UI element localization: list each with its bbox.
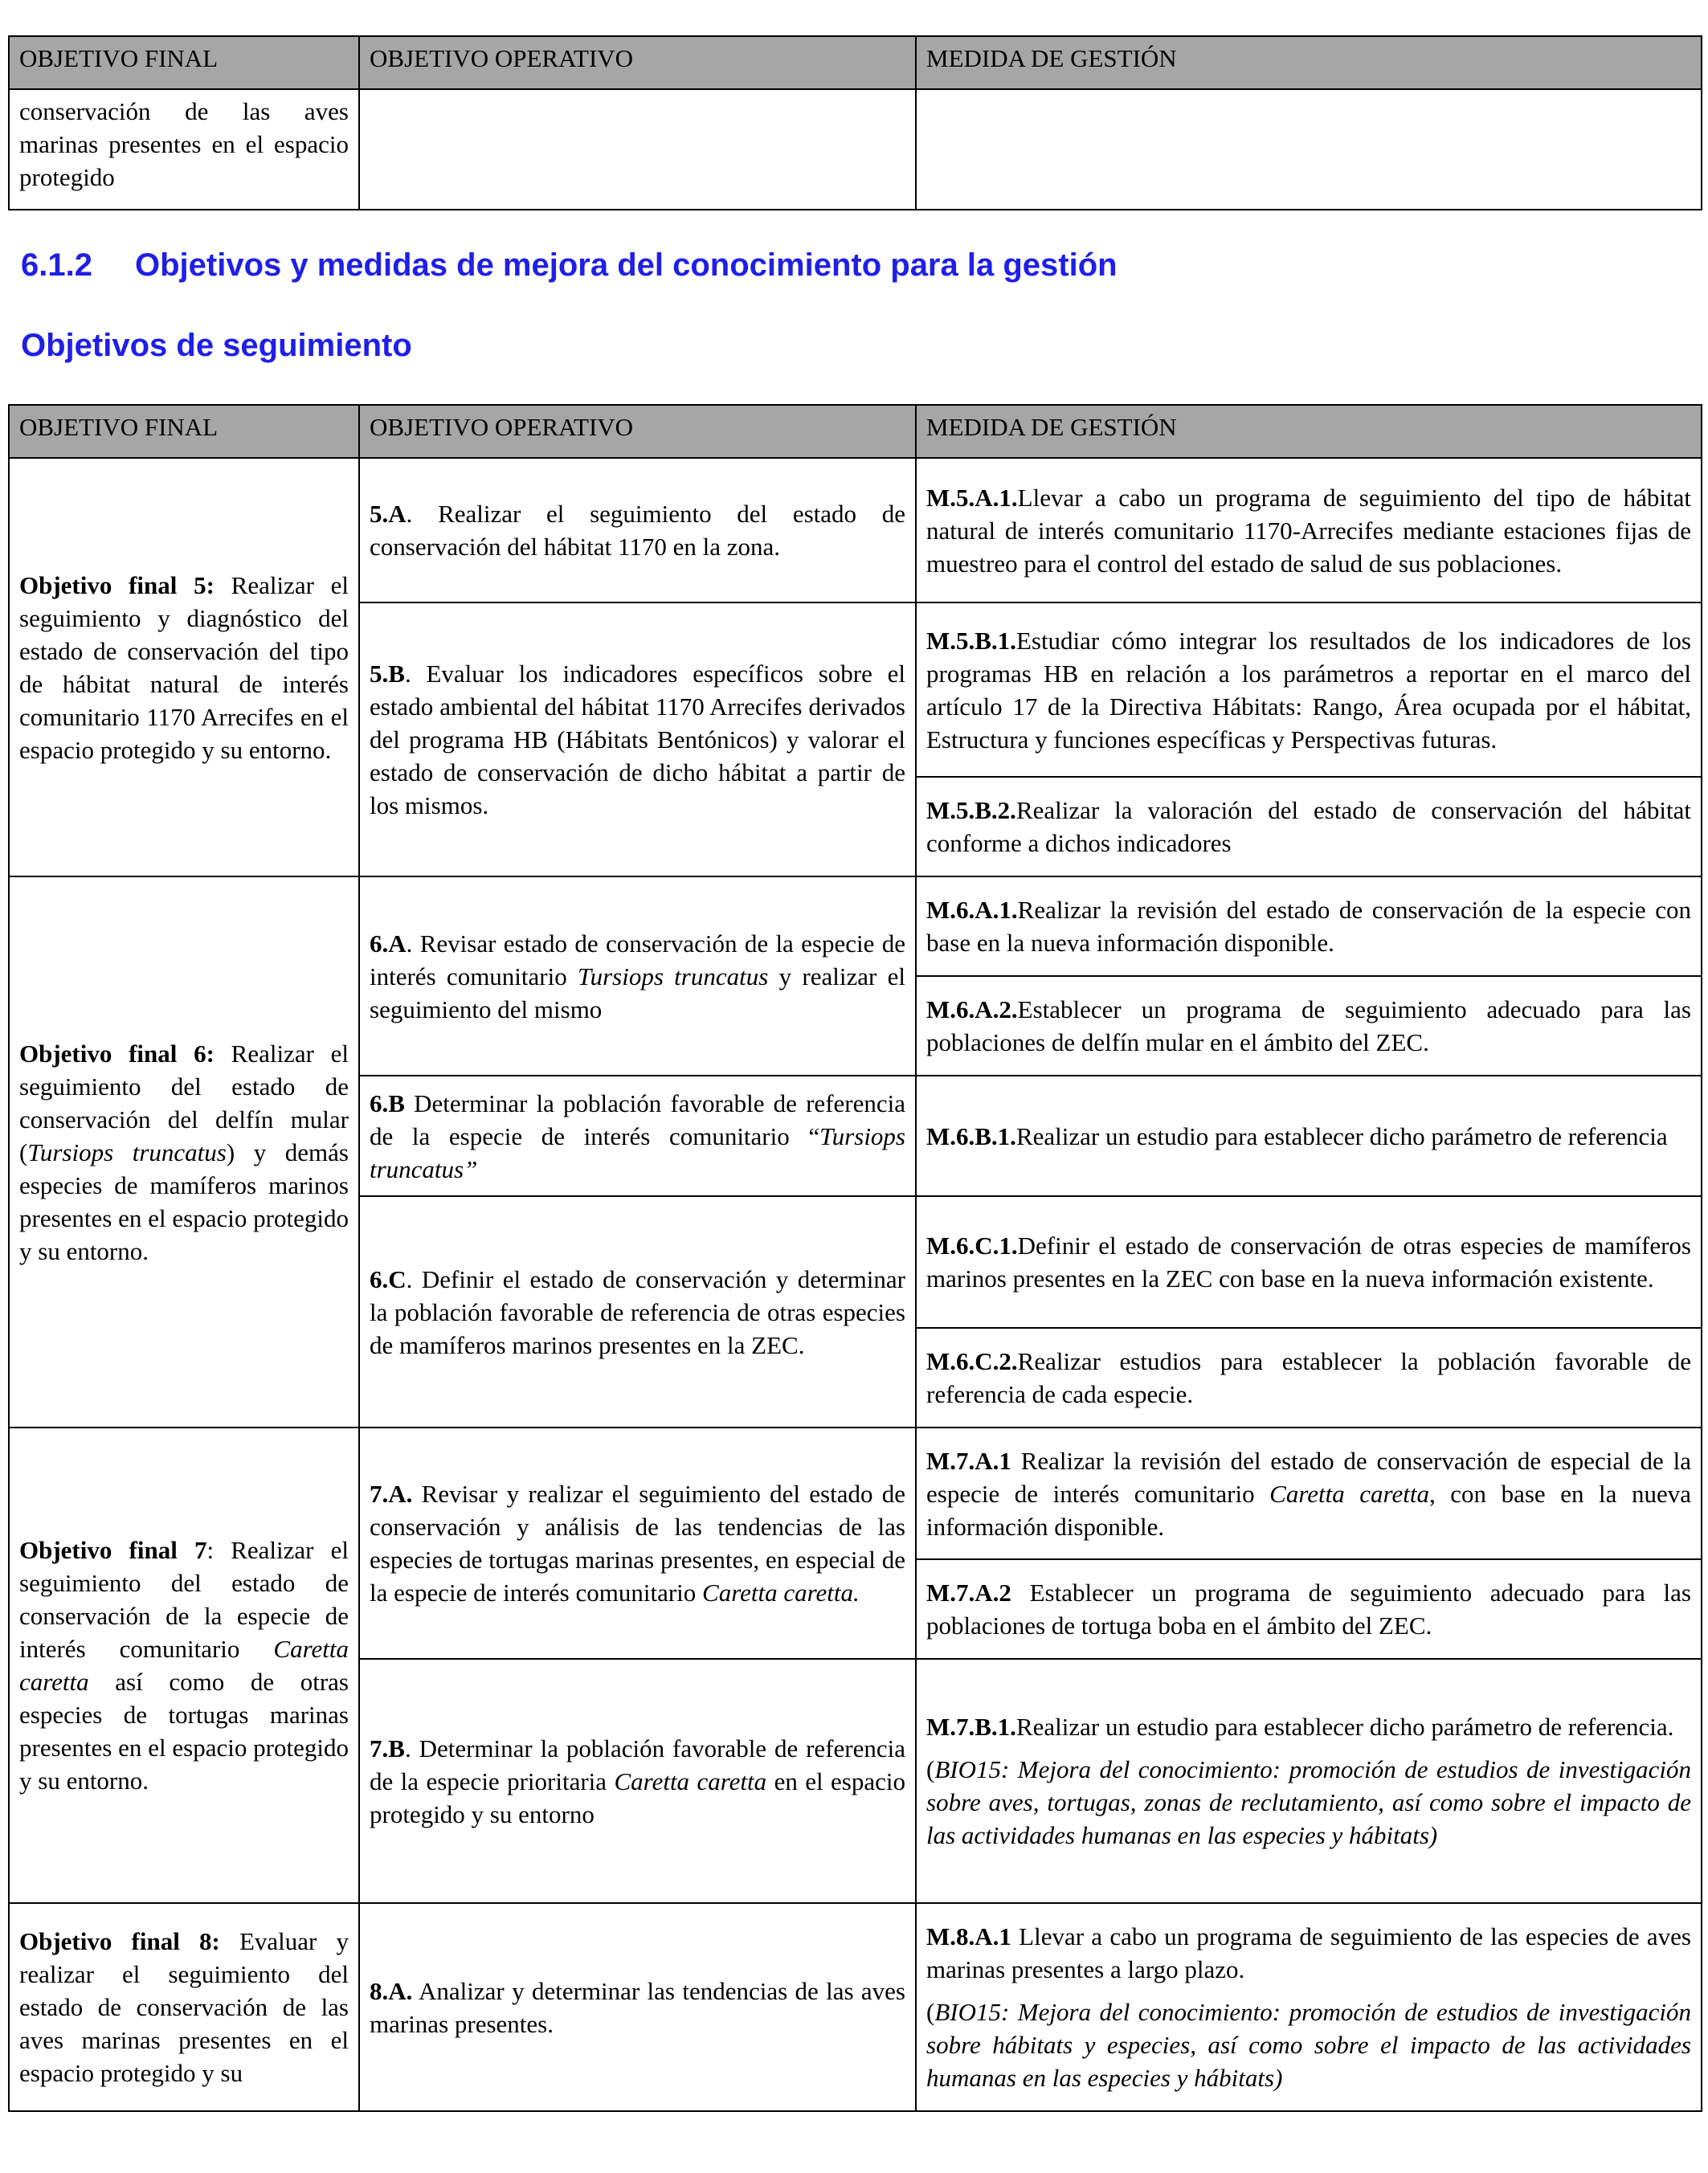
header-objetivo-operativo: OBJETIVO OPERATIVO [359,405,916,458]
subsection-heading: Objetivos de seguimiento [21,328,412,363]
header-objetivo-final: OBJETIVO FINAL [9,405,359,458]
objetivo-operativo-6c: 6.C. Definir el estado de conservación y determinar la población favorable de referencia de otras especies de mamíferos marinos presentes en la ZEC. [359,1196,916,1428]
medida-m6a1: M.6.A.1.Realizar la revisión del estado de conservación de la especie con base en la nueva información disponible. [916,876,1702,976]
objetivo-operativo-7a: 7.A. Revisar y realizar el seguimiento del estado de conservación y análisis de las tendencias de las especies de tortugas marinas presentes, en especial de la especie de interés comunitario Caretta caretta. [359,1428,916,1659]
objetivo-final-cell: conservación de las aves marinas presentes en el espacio protegido [9,89,359,210]
medida-m6c1: M.6.C.1.Definir el estado de conservación de otras especies de mamíferos marinos presentes en la ZEC con base en la nueva información existente. [916,1196,1702,1328]
medida-m5b1: M.5.B.1.Estudiar cómo integrar los resultados de los indicadores de los programas HB en relación a los parámetros a reportar en el marco del artículo 17 de la Directiva Hábitats: Rango, Área ocupada por el hábitat, Estructura y funciones específicas y Perspectivas futuras. [916,602,1702,777]
table-header-row [9,36,1702,89]
objetivo-final-5: Objetivo final 5: Realizar el seguimiento y diagnóstico del estado de conservación del tipo de hábitat natural de interés comunitario 1170 Arrecifes en el espacio protegido y su entorno. [9,458,359,876]
header-medida-gestion: MEDIDA DE GESTIÓN [916,36,1702,89]
medida-m5b2: M.5.B.2.Realizar la valoración del estado de conservación del hábitat conforme a dichos indicadores [916,777,1702,876]
objetivo-final-8: Objetivo final 8: Evaluar y realizar el seguimiento del estado de conservación de las aves marinas presentes en el espacio protegido y su [9,1903,359,2111]
medida-m7b1: M.7.B.1.Realizar un estudio para establecer dicho parámetro de referencia. (BIO15: Mejora del conocimiento: promoción de estudios de investigación sobre aves, tortugas, zonas de reclutamiento, así como sobre el impacto de las actividades humanas en las especies y hábitats) [916,1659,1702,1903]
seguimiento-objectives-table [8,404,1702,2112]
objetivo-operativo-6a: 6.A. Revisar estado de conservación de la especie de interés comunitario Tursiops truncatus y realizar el seguimiento del mismo [359,876,916,1076]
note-bio15: (BIO15: Mejora del conocimiento: promoción de estudios de investigación sobre aves, tortugas, zonas de reclutamiento, así como sobre el impacto de las actividades humanas en las especies y hábitats) [926,1755,1691,1849]
medida-m6a2: M.6.A.2.Establecer un programa de seguimiento adecuado para las poblaciones de delfín mular en el ámbito del ZEC. [916,976,1702,1076]
medida-m6c2: M.6.C.2.Realizar estudios para establecer la población favorable de referencia de cada especie. [916,1328,1702,1428]
table-row [9,1903,1702,2111]
medida-m7a2: M.7.A.2 Establecer un programa de seguimiento adecuado para las poblaciones de tortuga boba en el ámbito del ZEC. [916,1559,1702,1659]
section-number: 6.1.2 [21,247,92,283]
objetivo-operativo-5a: 5.A. Realizar el seguimiento del estado de conservación del hábitat 1170 en la zona. [359,458,916,602]
header-medida-gestion: MEDIDA DE GESTIÓN [916,405,1702,458]
section-title: Objetivos y medidas de mejora del conocimiento para la gestión [135,247,1118,283]
table-row [9,876,1702,976]
top-objectives-table [8,35,1702,210]
objetivo-final-7: Objetivo final 7: Realizar el seguimiento del estado de conservación de la especie de interés comunitario Caretta caretta así como de otras especies de tortugas marinas presentes en el espacio protegido y su entorno. [9,1428,359,1903]
header-objetivo-final: OBJETIVO FINAL [9,36,359,89]
objetivo-operativo-7b: 7.B. Determinar la población favorable de referencia de la especie prioritaria Caretta caretta en el espacio protegido y su entorno [359,1659,916,1903]
medida-m8a1: M.8.A.1 Llevar a cabo un programa de seguimiento de las especies de aves marinas presentes a largo plazo. (BIO15: Mejora del conocimiento: promoción de estudios de investigación sobre hábitats y especies, así como sobre el impacto de las actividades humanas en las especies y hábitats) [916,1903,1702,2111]
objetivo-operativo-6b: 6.B Determinar la población favorable de referencia de la especie de interés comunitario “Tursiops truncatus” [359,1076,916,1196]
header-objetivo-operativo: OBJETIVO OPERATIVO [359,36,916,89]
medida-gestion-cell [916,89,1702,210]
objetivo-final-6: Objetivo final 6: Realizar el seguimiento del estado de conservación del delfín mular (Tursiops truncatus) y demás especies de mamíferos marinos presentes en el espacio protegido y su entorno. [9,876,359,1428]
table-header-row [9,405,1702,458]
note-bio15: (BIO15: Mejora del conocimiento: promoción de estudios de investigación sobre hábitats y especies, así como sobre el impacto de las actividades humanas en las especies y hábitats) [926,1998,1691,2092]
medida-m5a1: M.5.A.1.Llevar a cabo un programa de seguimiento del tipo de hábitat natural de interés comunitario 1170-Arrecifes mediante estaciones fijas de muestreo para el control del estado de salud de sus poblaciones. [916,458,1702,602]
table-row [9,89,1702,210]
objetivo-operativo-5b: 5.B. Evaluar los indicadores específicos sobre el estado ambiental del hábitat 1170 Arrecifes derivados del programa HB (Hábitats Bentónicos) y valorar el estado de conservación de dicho hábitat a partir de los mismos. [359,602,916,876]
medida-m6b1: M.6.B.1.Realizar un estudio para establecer dicho parámetro de referencia [916,1076,1702,1196]
objetivo-operativo-8a: 8.A. Analizar y determinar las tendencias de las aves marinas presentes. [359,1903,916,2111]
table-row [9,458,1702,602]
medida-m7a1: M.7.A.1 Realizar la revisión del estado de conservación de especial de la especie de interés comunitario Caretta caretta, con base en la nueva información disponible. [916,1428,1702,1559]
section-heading [21,247,1118,284]
table-row [9,1428,1702,1559]
objetivo-operativo-cell [359,89,916,210]
